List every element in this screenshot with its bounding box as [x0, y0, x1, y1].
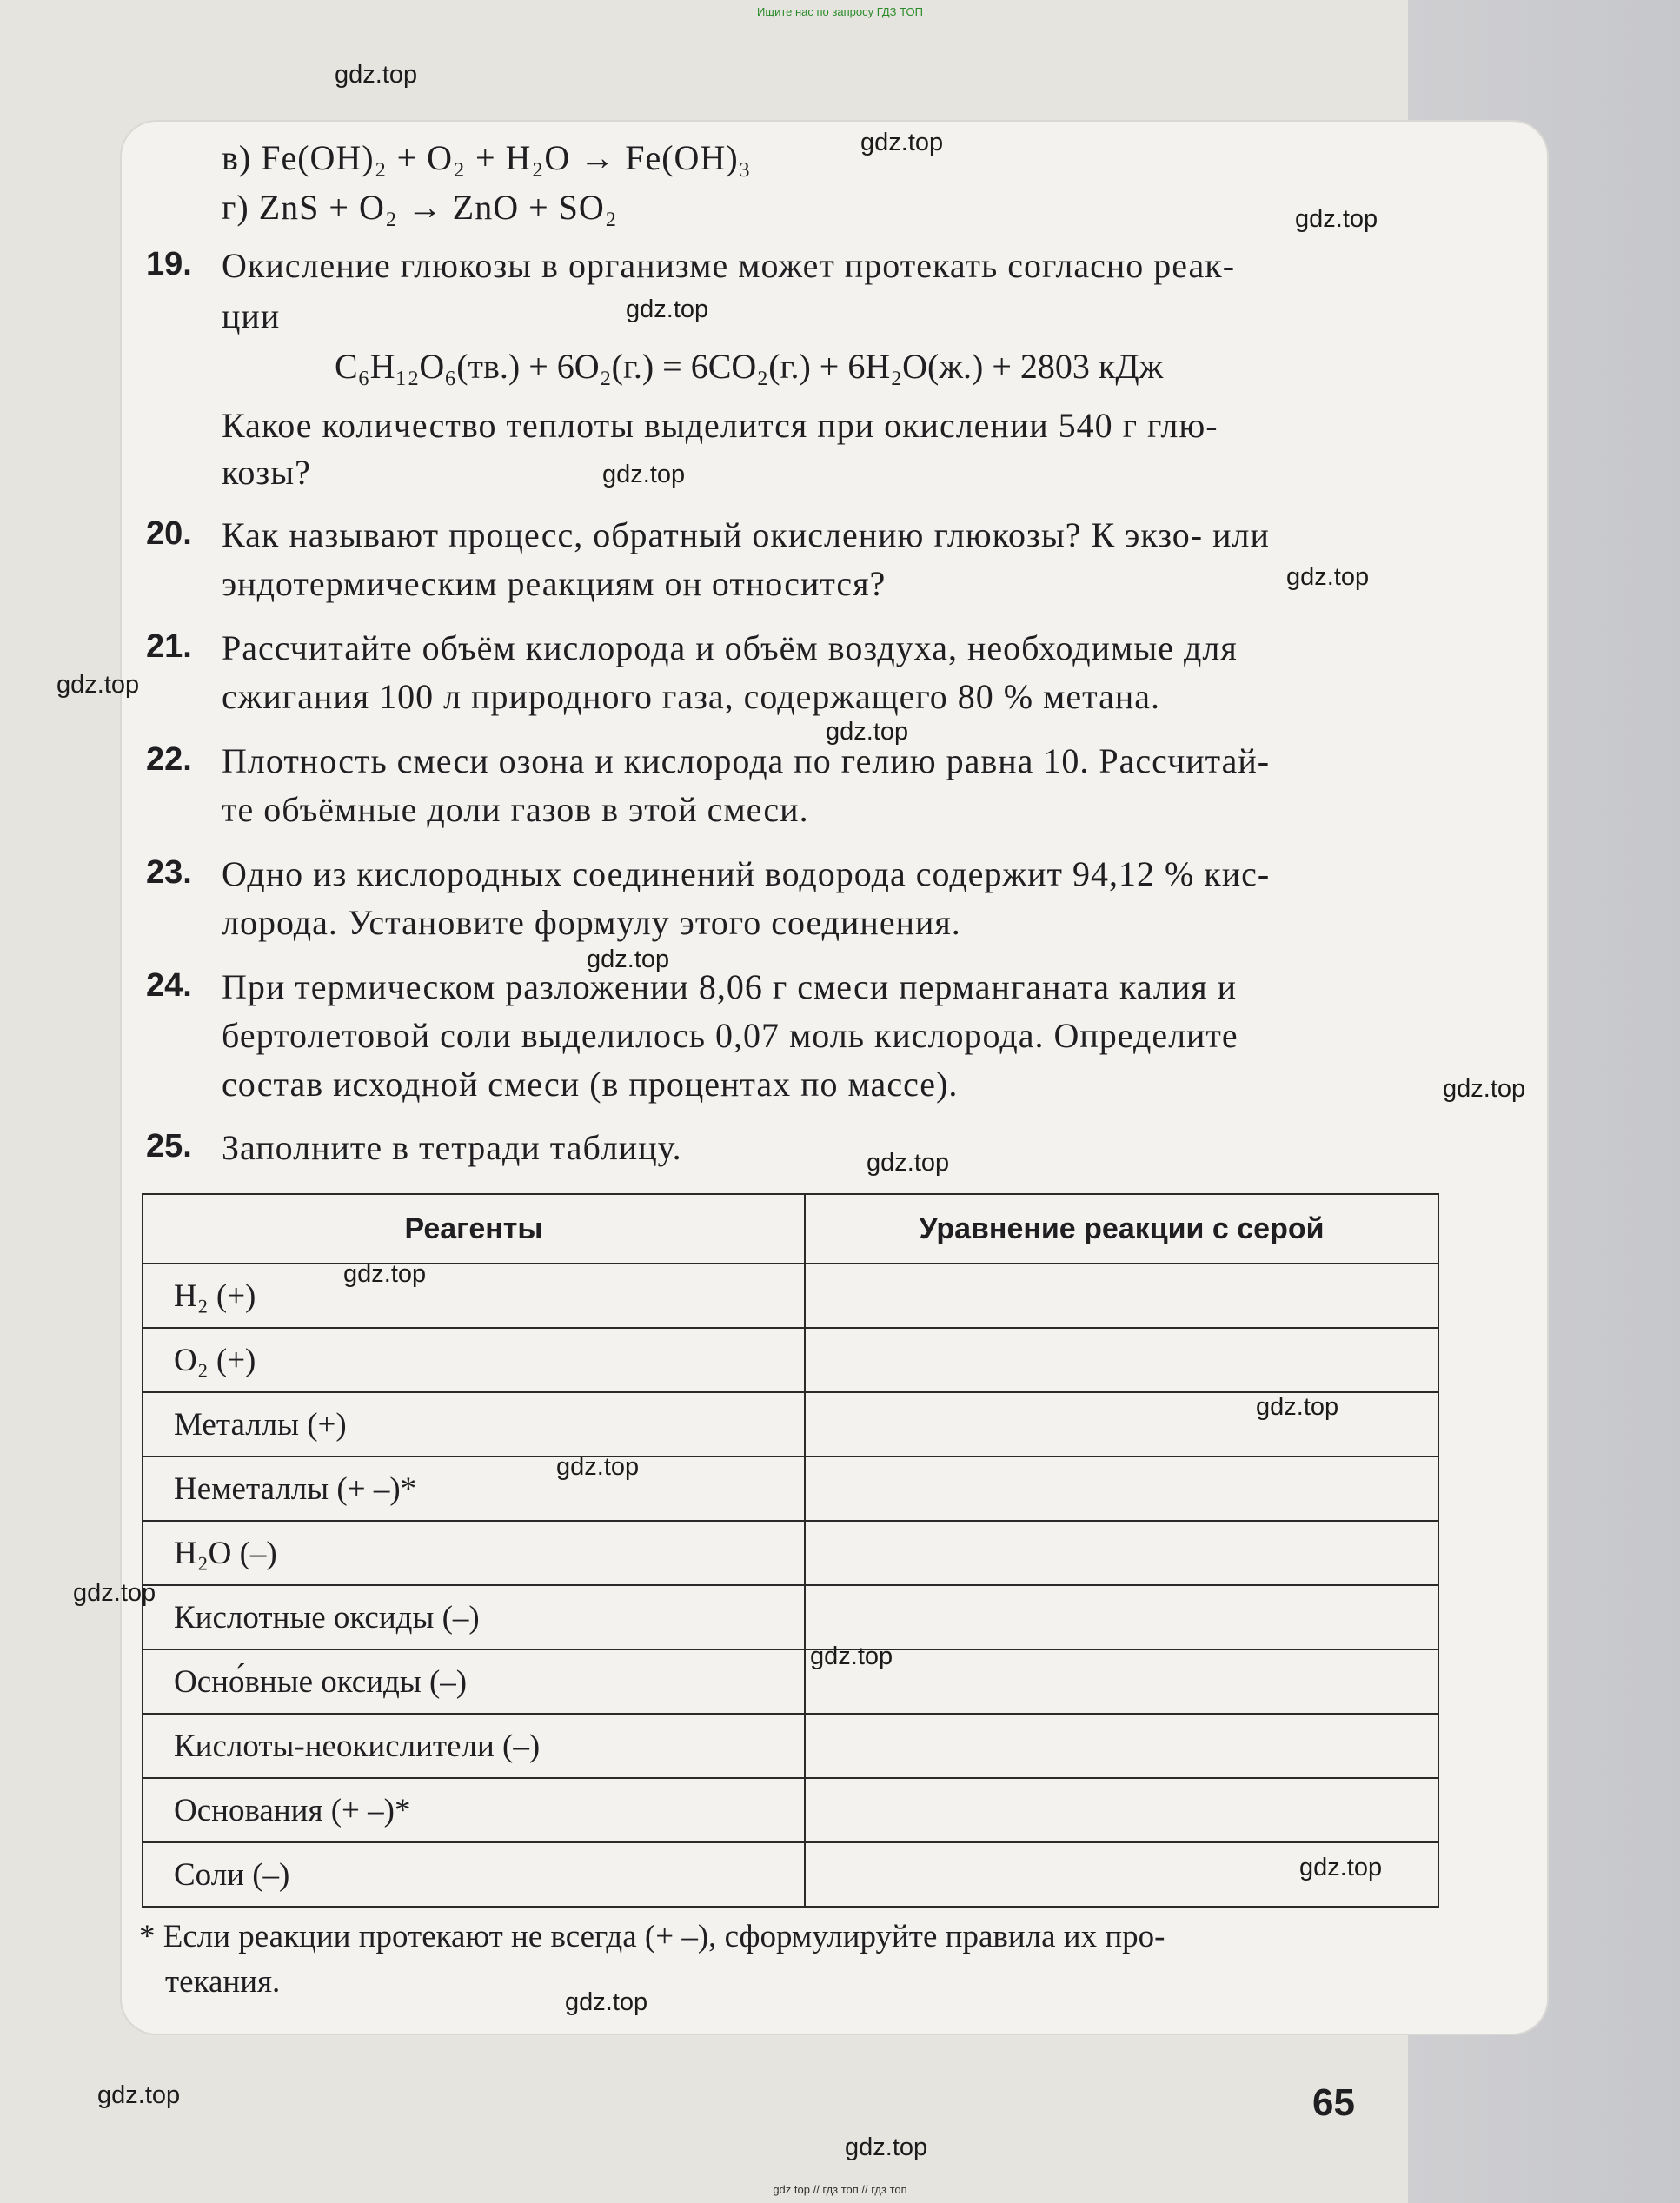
table-row	[143, 1392, 1438, 1457]
watermark: gdz.top	[860, 129, 944, 156]
equation-cell	[805, 1714, 1438, 1778]
equation-cell	[805, 1521, 1438, 1585]
q19-number: 19.	[146, 246, 192, 282]
watermark: gdz.top	[1443, 1075, 1526, 1103]
reagent-cell: Кислоты-неокислители (–)	[143, 1714, 805, 1778]
watermark: gdz.top	[343, 1260, 427, 1288]
reagent-cell: Металлы (+)	[143, 1392, 805, 1457]
header-equation: Уравнение реакции с серой	[805, 1194, 1438, 1264]
reagent-cell: Осно́вные оксиды (–)	[143, 1649, 805, 1714]
watermark: gdz.top	[56, 671, 140, 699]
q24-number: 24.	[146, 967, 192, 1004]
watermark: gdz.top	[1256, 1393, 1339, 1421]
q19-line1: Окисление глюкозы в организме может протекать согласно реак-	[222, 246, 1236, 285]
watermark: gdz.top	[587, 946, 670, 973]
prev-item-g: г) ZnS + O₂ → ZnO + SO₂	[222, 188, 618, 227]
table-row	[143, 1264, 1438, 1328]
header-banner: Ищите нас по запросу ГДЗ ТОП	[757, 5, 923, 18]
footer-banner: gdz top // гдз топ // гдз топ	[773, 2183, 907, 2196]
equation-cell	[805, 1392, 1438, 1457]
q19-equation: C₆H₁₂O₆(тв.) + 6O₂(г.) = 6CO₂(г.) + 6H₂O(ж.) + 2803 кДж	[335, 347, 1164, 386]
q19-line2: ции	[222, 296, 281, 335]
watermark: gdz.top	[73, 1579, 156, 1607]
table-row	[143, 1649, 1438, 1714]
q24-line3: состав исходной смеси (в процентах по массе).	[222, 1065, 959, 1104]
watermark: gdz.top	[867, 1149, 950, 1177]
watermark: gdz.top	[97, 2081, 181, 2109]
header-reagents: Реагенты	[143, 1194, 805, 1264]
reagent-cell: O₂ (+)	[143, 1328, 805, 1392]
table-row	[143, 1842, 1438, 1907]
watermark: gdz.top	[602, 461, 686, 488]
q19-line4: козы?	[222, 453, 311, 492]
reagent-cell: Неметаллы (+ –)*	[143, 1457, 805, 1521]
table-row	[143, 1778, 1438, 1842]
q20-number: 20.	[146, 515, 192, 552]
page-number: 65	[1312, 2081, 1355, 2124]
equation-cell	[805, 1585, 1438, 1649]
table-row	[143, 1457, 1438, 1521]
reagent-cell: H₂ (+)	[143, 1264, 805, 1328]
reagents-table	[142, 1193, 1439, 1908]
reagent-cell: H₂O (–)	[143, 1521, 805, 1585]
equation-cell	[805, 1778, 1438, 1842]
q20-line2: эндотермическим реакциям он относится?	[222, 564, 886, 603]
q22-line1: Плотность смеси озона и кислорода по гелию равна 10. Рассчитай-	[222, 741, 1271, 780]
prev-item-v: в) Fe(OH)₂ + O₂ + H₂O → Fe(OH)₃	[222, 138, 752, 177]
watermark: gdz.top	[335, 61, 418, 89]
table-row	[143, 1521, 1438, 1585]
footnote-line1: * Если реакции протекают не всегда (+ –), сформулируйте правила их про-	[139, 1919, 1165, 1954]
q20-line1: Как называют процесс, обратный окислению глюкозы? К экзо- или	[222, 515, 1270, 554]
q19-line3: Какое количество теплоты выделится при окислении 540 г глю-	[222, 406, 1218, 445]
watermark: gdz.top	[1299, 1854, 1383, 1881]
table-row	[143, 1714, 1438, 1778]
reagent-cell: Кислотные оксиды (–)	[143, 1585, 805, 1649]
watermark: gdz.top	[1286, 563, 1370, 591]
q24-line1: При термическом разложении 8,06 г смеси перманганата калия и	[222, 967, 1238, 1006]
q25-line1: Заполните в тетради таблицу.	[222, 1128, 682, 1167]
watermark: gdz.top	[810, 1642, 893, 1670]
q23-number: 23.	[146, 854, 192, 891]
equation-cell	[805, 1264, 1438, 1328]
q23-line1: Одно из кислородных соединений водорода содержит 94,12 % кис-	[222, 854, 1271, 893]
q21-line1: Рассчитайте объём кислорода и объём воздуха, необходимые для	[222, 628, 1238, 667]
q22-number: 22.	[146, 741, 192, 778]
table-row	[143, 1328, 1438, 1392]
reagent-cell: Соли (–)	[143, 1842, 805, 1907]
equation-cell	[805, 1328, 1438, 1392]
footnote-line2: текания.	[165, 1964, 281, 2000]
watermark: gdz.top	[845, 2133, 928, 2161]
watermark: gdz.top	[826, 718, 909, 746]
watermark: gdz.top	[1295, 205, 1378, 233]
watermark: gdz.top	[626, 295, 709, 323]
q22-line2: те объёмные доли газов в этой смеси.	[222, 790, 809, 829]
q24-line2: бертолетовой соли выделилось 0,07 моль кислорода. Определите	[222, 1016, 1238, 1055]
watermark: gdz.top	[556, 1453, 640, 1481]
watermark: gdz.top	[565, 1988, 648, 2016]
q21-number: 21.	[146, 628, 192, 665]
q25-number: 25.	[146, 1128, 192, 1165]
table-header-row	[143, 1194, 1438, 1264]
q21-line2: сжигания 100 л природного газа, содержащего 80 % метана.	[222, 677, 1161, 716]
table-row	[143, 1585, 1438, 1649]
q23-line2: лорода. Установите формулу этого соединения.	[222, 903, 961, 942]
equation-cell	[805, 1649, 1438, 1714]
reagent-cell: Основания (+ –)*	[143, 1778, 805, 1842]
equation-cell	[805, 1457, 1438, 1521]
